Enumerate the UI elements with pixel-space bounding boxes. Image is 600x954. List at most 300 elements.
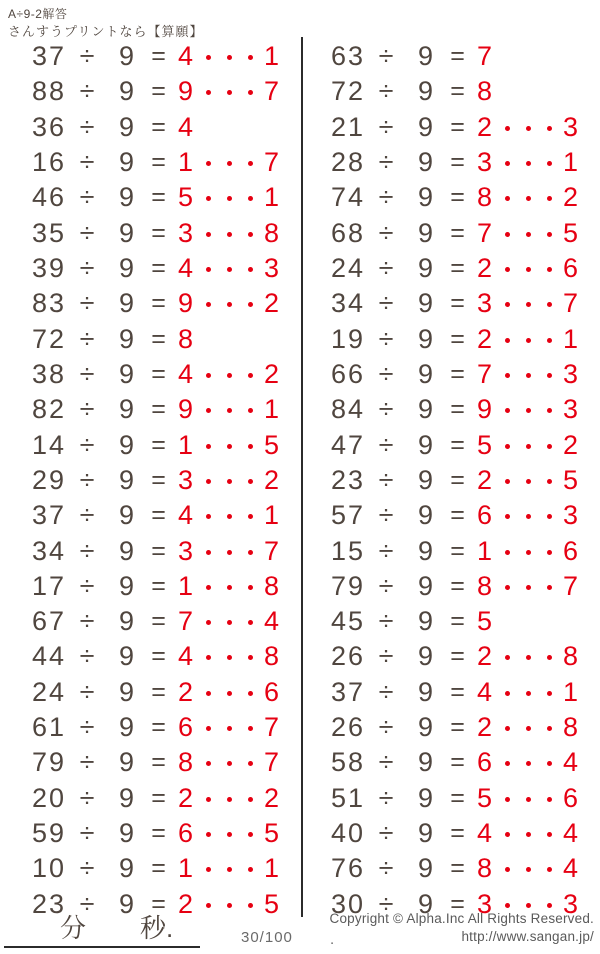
quotient: 8 — [477, 182, 493, 213]
divisor: 9 — [417, 641, 434, 672]
divide-sign-icon: ÷ — [378, 323, 394, 354]
dividend: 19 — [330, 323, 365, 354]
equals-sign-icon: = — [450, 783, 465, 812]
remainder: 3 — [563, 500, 579, 531]
dividend: 58 — [330, 747, 365, 778]
problem-row — [303, 569, 600, 604]
equals-sign-icon: = — [151, 783, 166, 812]
dividend: 34 — [330, 288, 365, 319]
divide-sign-icon: ÷ — [79, 641, 95, 672]
remainder: 1 — [264, 853, 280, 884]
problem-row — [0, 745, 298, 780]
answer — [178, 184, 298, 211]
answer — [178, 78, 298, 105]
dividend: 57 — [330, 500, 365, 531]
divide-sign-icon: ÷ — [79, 253, 95, 284]
problem-row — [303, 427, 600, 462]
equals-sign-icon: = — [151, 254, 166, 283]
divide-sign-icon: ÷ — [378, 712, 394, 743]
divisor: 9 — [417, 217, 434, 248]
dividend: 72 — [330, 76, 365, 107]
remainder-dots-icon — [206, 691, 253, 696]
dividend: 24 — [31, 676, 66, 707]
quotient: 6 — [477, 500, 493, 531]
divide-sign-icon: ÷ — [79, 712, 95, 743]
equals-sign-icon: = — [151, 148, 166, 177]
problem-row — [303, 604, 600, 639]
divide-sign-icon: ÷ — [79, 288, 95, 319]
quotient: 1 — [178, 147, 194, 178]
quotient: 4 — [178, 253, 194, 284]
answer — [178, 855, 298, 882]
equals-sign-icon: = — [450, 677, 465, 706]
remainder-dots-icon — [505, 196, 552, 201]
answer — [477, 43, 600, 70]
divide-sign-icon: ÷ — [378, 747, 394, 778]
divisor: 9 — [118, 570, 135, 601]
quotient: 8 — [477, 76, 493, 107]
equals-sign-icon: = — [450, 854, 465, 883]
dividend: 23 — [330, 464, 365, 495]
answer — [178, 290, 298, 317]
equals-sign-icon: = — [151, 536, 166, 565]
quotient: 2 — [178, 676, 194, 707]
divide-sign-icon: ÷ — [79, 676, 95, 707]
quotient: 2 — [477, 323, 493, 354]
answer — [477, 217, 600, 248]
remainder: 7 — [264, 712, 280, 743]
problem-row — [0, 427, 298, 462]
problem-row — [303, 216, 600, 251]
remainder-dots-icon — [505, 655, 552, 660]
equals-sign-icon: = — [151, 42, 166, 71]
remainder-dots-icon — [206, 585, 253, 590]
remainder-dots-icon — [206, 55, 253, 60]
remainder: 5 — [264, 818, 280, 849]
quotient: 5 — [178, 182, 194, 213]
quotient: 5 — [477, 606, 493, 637]
quotient: 3 — [477, 288, 493, 319]
divisor: 9 — [118, 288, 135, 319]
dividend: 51 — [330, 782, 365, 813]
remainder-dots-icon — [505, 832, 552, 837]
remainder: 1 — [563, 147, 579, 178]
answer — [477, 429, 600, 460]
minutes-label: 分 — [60, 913, 87, 943]
dividend: 63 — [330, 41, 365, 72]
equals-sign-icon: = — [151, 713, 166, 742]
quotient: 1 — [178, 570, 194, 601]
answer — [178, 820, 298, 847]
divide-sign-icon: ÷ — [79, 570, 95, 601]
remainder-dots-icon — [206, 267, 253, 272]
remainder: 7 — [264, 535, 280, 566]
divisor: 9 — [118, 358, 135, 389]
problem-row — [0, 604, 298, 639]
answer — [178, 676, 298, 707]
equals-sign-icon: = — [151, 324, 166, 353]
divisor: 9 — [118, 147, 135, 178]
remainder-dots-icon — [505, 726, 552, 731]
problem-row — [303, 710, 600, 745]
divisor: 9 — [417, 323, 434, 354]
quotient: 4 — [178, 500, 194, 531]
remainder: 8 — [264, 570, 280, 601]
dividend: 83 — [31, 288, 66, 319]
website-url: http://www.sangan.jp/ — [461, 929, 594, 944]
remainder: 2 — [264, 288, 280, 319]
answer — [477, 714, 600, 741]
divide-sign-icon: ÷ — [79, 358, 95, 389]
dividend: 79 — [330, 570, 365, 601]
equals-sign-icon: = — [450, 77, 465, 106]
problems-column-right — [303, 39, 600, 923]
quotient: 5 — [477, 782, 493, 813]
quotient: 4 — [178, 41, 194, 72]
divide-sign-icon: ÷ — [79, 41, 95, 72]
quotient: 7 — [477, 217, 493, 248]
remainder: 8 — [563, 641, 579, 672]
remainder: 6 — [563, 253, 579, 284]
divisor: 9 — [417, 253, 434, 284]
dividend: 14 — [31, 429, 66, 460]
remainder: 1 — [264, 394, 280, 425]
answer — [477, 820, 600, 847]
divisor: 9 — [417, 500, 434, 531]
dividend: 30 — [330, 888, 365, 919]
remainder: 6 — [264, 676, 280, 707]
divide-sign-icon: ÷ — [378, 253, 394, 284]
divisor: 9 — [417, 288, 434, 319]
equals-sign-icon: = — [151, 77, 166, 106]
problem-row — [0, 498, 298, 533]
answer — [477, 676, 600, 707]
quotient: 4 — [477, 676, 493, 707]
seconds-label: 秒. — [140, 913, 174, 943]
equals-sign-icon: = — [151, 465, 166, 494]
remainder-dots-icon — [206, 620, 253, 625]
dividend: 10 — [31, 853, 66, 884]
dividend: 76 — [330, 853, 365, 884]
quotient: 8 — [477, 570, 493, 601]
problem-row — [303, 322, 600, 357]
problem-row — [0, 322, 298, 357]
quotient: 2 — [477, 464, 493, 495]
quotient: 4 — [178, 641, 194, 672]
equals-sign-icon: = — [450, 571, 465, 600]
answer — [178, 888, 298, 919]
problem-row — [0, 816, 298, 851]
quotient: 3 — [477, 888, 493, 919]
divide-sign-icon: ÷ — [378, 818, 394, 849]
problem-row — [0, 710, 298, 745]
answer — [477, 782, 600, 813]
answer — [178, 358, 298, 389]
remainder: 2 — [264, 782, 280, 813]
problem-row — [0, 463, 298, 498]
divisor: 9 — [417, 747, 434, 778]
remainder-dots-icon — [206, 302, 253, 307]
divisor: 9 — [417, 464, 434, 495]
equals-sign-icon: = — [450, 395, 465, 424]
answer — [477, 78, 600, 105]
answer — [477, 149, 600, 176]
divisor: 9 — [118, 41, 135, 72]
remainder-dots-icon — [206, 761, 253, 766]
remainder: 1 — [264, 500, 280, 531]
problem-row — [0, 74, 298, 109]
equals-sign-icon: = — [151, 819, 166, 848]
quotient: 3 — [178, 464, 194, 495]
answer — [477, 290, 600, 317]
equals-sign-icon: = — [151, 183, 166, 212]
divide-sign-icon: ÷ — [378, 429, 394, 460]
equals-sign-icon: = — [151, 854, 166, 883]
divisor: 9 — [118, 429, 135, 460]
divide-sign-icon: ÷ — [378, 888, 394, 919]
divisor: 9 — [417, 41, 434, 72]
remainder: 5 — [264, 429, 280, 460]
remainder-dots-icon — [505, 408, 552, 413]
dividend: 66 — [330, 358, 365, 389]
answer — [477, 323, 600, 354]
remainder-dots-icon — [206, 90, 253, 95]
remainder: 3 — [563, 394, 579, 425]
remainder-dots-icon — [206, 444, 253, 449]
problem-row — [0, 110, 298, 145]
divide-sign-icon: ÷ — [378, 358, 394, 389]
equals-sign-icon: = — [450, 112, 465, 141]
answer — [477, 184, 600, 211]
equals-sign-icon: = — [151, 748, 166, 777]
page-subtitle: さんすうプリントなら【算願】 — [8, 24, 204, 39]
remainder-dots-icon — [206, 408, 253, 413]
answer — [477, 535, 600, 566]
remainder-dots-icon — [505, 797, 552, 802]
divisor: 9 — [417, 676, 434, 707]
quotient: 1 — [178, 429, 194, 460]
remainder-dots-icon — [206, 161, 253, 166]
answer — [477, 464, 600, 495]
divisor: 9 — [118, 500, 135, 531]
remainder: 6 — [563, 535, 579, 566]
divide-sign-icon: ÷ — [79, 606, 95, 637]
dividend: 23 — [31, 888, 66, 919]
answer — [178, 643, 298, 670]
remainder: 2 — [563, 429, 579, 460]
quotient: 2 — [178, 782, 194, 813]
problem-row — [0, 533, 298, 568]
problem-row — [303, 675, 600, 710]
divisor: 9 — [118, 394, 135, 425]
stray-dot: . — [330, 931, 335, 948]
remainder: 5 — [563, 464, 579, 495]
divisor: 9 — [118, 323, 135, 354]
remainder-dots-icon — [505, 373, 552, 378]
equals-sign-icon: = — [151, 571, 166, 600]
dividend: 44 — [31, 641, 66, 672]
quotient: 4 — [178, 358, 194, 389]
equals-sign-icon: = — [151, 359, 166, 388]
remainder: 1 — [264, 182, 280, 213]
dividend: 37 — [31, 500, 66, 531]
divisor: 9 — [417, 570, 434, 601]
divisor: 9 — [118, 818, 135, 849]
quotient: 8 — [178, 323, 194, 354]
divide-sign-icon: ÷ — [378, 76, 394, 107]
divide-sign-icon: ÷ — [378, 217, 394, 248]
divisor: 9 — [118, 535, 135, 566]
dividend: 26 — [330, 712, 365, 743]
divide-sign-icon: ÷ — [79, 782, 95, 813]
dividend: 37 — [31, 41, 66, 72]
remainder: 4 — [563, 818, 579, 849]
divisor: 9 — [118, 217, 135, 248]
quotient: 6 — [477, 747, 493, 778]
quotient: 6 — [178, 712, 194, 743]
copyright-block — [330, 910, 594, 946]
equals-sign-icon: = — [450, 536, 465, 565]
remainder-dots-icon — [505, 514, 552, 519]
remainder-dots-icon — [206, 726, 253, 731]
quotient: 9 — [178, 288, 194, 319]
divisor: 9 — [417, 182, 434, 213]
divisor: 9 — [417, 147, 434, 178]
remainder: 8 — [563, 712, 579, 743]
page-number: 30/100 — [241, 929, 293, 946]
remainder: 8 — [264, 217, 280, 248]
problems-area — [0, 39, 600, 923]
divide-sign-icon: ÷ — [79, 217, 95, 248]
equals-sign-icon: = — [450, 465, 465, 494]
remainder: 7 — [264, 147, 280, 178]
copyright-text: Copyright © Alpha.Inc All Rights Reserved. — [329, 911, 594, 926]
divisor: 9 — [118, 76, 135, 107]
equals-sign-icon: = — [450, 748, 465, 777]
page-title: A÷9-2解答 — [8, 7, 68, 21]
equals-sign-icon: = — [450, 42, 465, 71]
divisor: 9 — [118, 111, 135, 142]
equals-sign-icon: = — [151, 642, 166, 671]
quotient: 5 — [477, 429, 493, 460]
quotient: 2 — [477, 111, 493, 142]
divide-sign-icon: ÷ — [378, 676, 394, 707]
quotient: 3 — [477, 147, 493, 178]
divisor: 9 — [118, 464, 135, 495]
remainder-dots-icon — [505, 585, 552, 590]
remainder: 4 — [563, 747, 579, 778]
divisor: 9 — [417, 712, 434, 743]
remainder-dots-icon — [505, 161, 552, 166]
problem-row — [0, 675, 298, 710]
dividend: 67 — [31, 606, 66, 637]
problem-row — [0, 357, 298, 392]
answer — [178, 749, 298, 776]
quotient: 9 — [477, 394, 493, 425]
divisor: 9 — [417, 76, 434, 107]
quotient: 7 — [477, 358, 493, 389]
answer — [477, 608, 600, 635]
dividend: 46 — [31, 182, 66, 213]
equals-sign-icon: = — [450, 501, 465, 530]
problem-row — [303, 110, 600, 145]
answer — [477, 570, 600, 601]
remainder-dots-icon — [206, 479, 253, 484]
remainder: 1 — [563, 676, 579, 707]
equals-sign-icon: = — [151, 218, 166, 247]
remainder-dots-icon — [505, 126, 552, 131]
problem-row — [303, 781, 600, 816]
equals-sign-icon: = — [450, 324, 465, 353]
remainder: 2 — [264, 358, 280, 389]
divisor: 9 — [118, 853, 135, 884]
divide-sign-icon: ÷ — [378, 147, 394, 178]
equals-sign-icon: = — [151, 112, 166, 141]
problem-row — [303, 180, 600, 215]
remainder-dots-icon — [505, 903, 552, 908]
dividend: 35 — [31, 217, 66, 248]
dividend: 88 — [31, 76, 66, 107]
remainder-dots-icon — [206, 797, 253, 802]
answer — [178, 464, 298, 495]
quotient: 3 — [178, 535, 194, 566]
equals-sign-icon: = — [450, 183, 465, 212]
divide-sign-icon: ÷ — [79, 853, 95, 884]
quotient: 2 — [477, 253, 493, 284]
divisor: 9 — [118, 606, 135, 637]
problem-row — [0, 216, 298, 251]
problem-row — [303, 463, 600, 498]
quotient: 1 — [477, 535, 493, 566]
divide-sign-icon: ÷ — [79, 464, 95, 495]
problem-row — [0, 145, 298, 180]
answer — [178, 111, 298, 142]
problem-row — [0, 180, 298, 215]
problem-row — [303, 39, 600, 74]
time-entry-line — [4, 913, 200, 948]
divide-sign-icon: ÷ — [378, 853, 394, 884]
problem-row — [0, 39, 298, 74]
divide-sign-icon: ÷ — [378, 182, 394, 213]
remainder: 1 — [264, 41, 280, 72]
problem-row — [303, 745, 600, 780]
equals-sign-icon: = — [450, 607, 465, 636]
dividend: 74 — [330, 182, 365, 213]
divisor: 9 — [118, 888, 135, 919]
problem-row — [0, 639, 298, 674]
remainder-dots-icon — [206, 373, 253, 378]
answer — [178, 608, 298, 635]
divisor: 9 — [417, 818, 434, 849]
quotient: 2 — [477, 712, 493, 743]
quotient: 7 — [477, 41, 493, 72]
problem-row — [0, 286, 298, 321]
divide-sign-icon: ÷ — [378, 394, 394, 425]
answer — [477, 255, 600, 282]
dividend: 72 — [31, 323, 66, 354]
equals-sign-icon: = — [151, 395, 166, 424]
remainder-dots-icon — [505, 232, 552, 237]
divide-sign-icon: ÷ — [378, 535, 394, 566]
divisor: 9 — [118, 253, 135, 284]
equals-sign-icon: = — [450, 430, 465, 459]
divisor: 9 — [118, 712, 135, 743]
divisor: 9 — [417, 111, 434, 142]
problem-row — [0, 392, 298, 427]
remainder-dots-icon — [505, 479, 552, 484]
divide-sign-icon: ÷ — [378, 41, 394, 72]
problem-row — [0, 251, 298, 286]
